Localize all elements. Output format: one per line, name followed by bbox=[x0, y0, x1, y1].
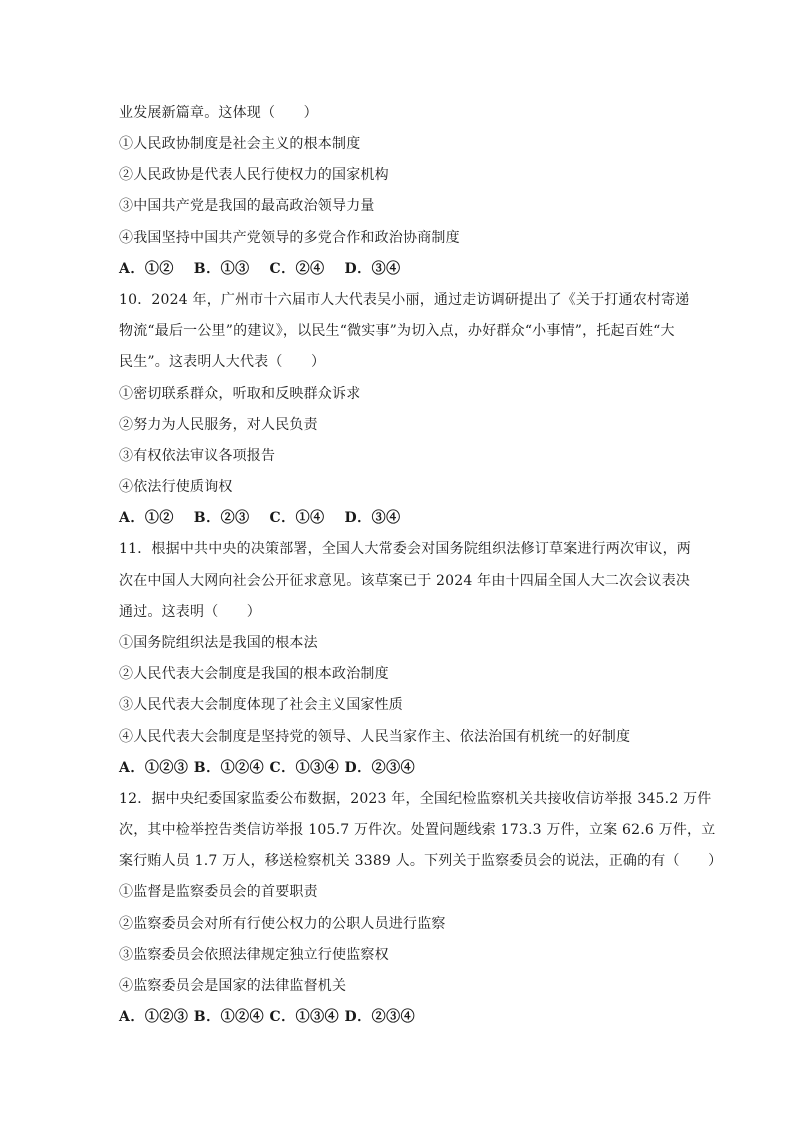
question-10-stem-line-3: 民生”。这表明人大代表（ ） bbox=[119, 354, 326, 370]
question-11-stem-line-2: 次在中国人大网向社会公开征求意见。该草案已于 2024 年由十四届全国人大二次会议表决 bbox=[119, 573, 691, 589]
q10-option-2: ②努力为人民服务，对人民负责 bbox=[119, 417, 318, 433]
question-12-stem-line-1: 12．据中央纪委国家监委公布数据，2023 年，全国纪检监察机关共接收信访举报 345.2 万件 bbox=[119, 791, 712, 807]
q9-option-4: ④我国坚持中国共产党领导的多党合作和政治协商制度 bbox=[119, 230, 460, 246]
q12-option-1: ①监督是监察委员会的首要职责 bbox=[119, 884, 318, 900]
q10-option-3: ③有权依法审议各项报告 bbox=[119, 448, 276, 464]
q11-answer-choices: A．①②③ B．①②④ C．①③④ D．②③④ bbox=[119, 760, 416, 776]
q10-answer-choices: A．①② B．②③ C．①④ D．③④ bbox=[119, 510, 401, 526]
q11-option-2: ②人民代表大会制度是我国的根本政治制度 bbox=[119, 666, 389, 682]
q10-option-1: ①密切联系群众，听取和反映群众诉求 bbox=[119, 386, 361, 402]
q9-option-1: ①人民政协制度是社会主义的根本制度 bbox=[119, 136, 361, 152]
q9-option-2: ②人民政协是代表人民行使权力的国家机构 bbox=[119, 167, 389, 183]
q11-option-4: ④人民代表大会制度是坚持党的领导、人民当家作主、依法治国有机统一的好制度 bbox=[119, 729, 631, 745]
q11-option-3: ③人民代表大会制度体现了社会主义国家性质 bbox=[119, 697, 403, 713]
q12-option-3: ③监察委员会依照法律规定独立行使监察权 bbox=[119, 947, 389, 963]
q12-answer-choices: A．①②③ B．①②④ C．①③④ D．②③④ bbox=[119, 1009, 416, 1025]
q9-answer-choices: A．①② B．①③ C．②④ D．③④ bbox=[119, 261, 401, 277]
q9-option-3: ③中国共产党是我国的最高政治领导力量 bbox=[119, 198, 375, 214]
question-9-stem-tail: 业发展新篇章。这体现（ ） bbox=[119, 105, 318, 121]
question-12-stem-line-3: 案行贿人员 1.7 万人，移送检察机关 3389 人。下列关于监察委员会的说法，正确的有（ ） bbox=[119, 853, 723, 869]
q11-option-1: ①国务院组织法是我国的根本法 bbox=[119, 635, 318, 651]
question-10-stem-line-2: 物流“最后一公里”的建议》，以民生“微实事”为切入点，办好群众“小事情”，托起百姓“大 bbox=[119, 323, 675, 339]
q12-option-4: ④监察委员会是国家的法律监督机关 bbox=[119, 978, 347, 994]
question-11-stem-line-1: 11．根据中共中央的决策部署，全国人大常委会对国务院组织法修订草案进行两次审议，两 bbox=[119, 541, 692, 557]
question-12-stem-line-2: 次，其中检举控告类信访举报 105.7 万件次。处置问题线索 173.3 万件，立案 62.6 万件，立 bbox=[119, 822, 716, 838]
question-11-stem-line-3: 通过。这表明（ ） bbox=[119, 604, 261, 620]
q12-option-2: ②监察委员会对所有行使公权力的公职人员进行监察 bbox=[119, 916, 446, 932]
q10-option-4: ④依法行使质询权 bbox=[119, 479, 233, 495]
question-10-stem-line-1: 10．2024 年，广州市十六届市人大代表吴小丽，通过走访调研提出了《关于打通农村寄递 bbox=[119, 292, 690, 308]
